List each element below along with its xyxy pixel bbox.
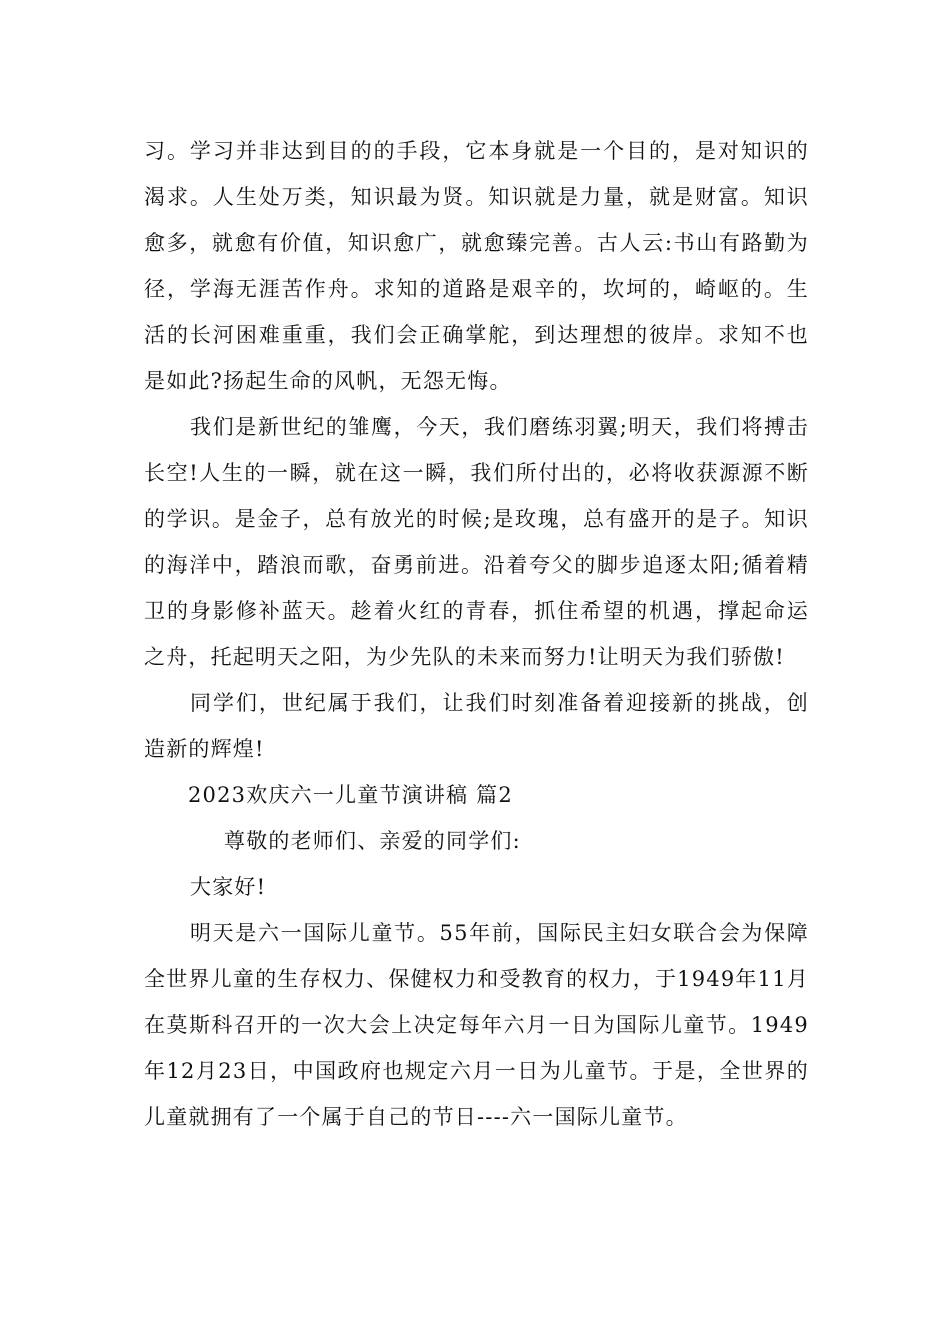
greeting: 大家好! (190, 875, 267, 899)
paragraph-continued: 习。学习并非达到目的的手段，它本身就是一个目的，是对知识的渴求。人生处万类，知识最为贤。知识就是力量，就是财富。知识愈多，就愈有价值，知识愈广，就愈臻完善。古人云:书山有路勤为径，学海无涯苦作舟。求知的道路是艰辛的，坎坷的，崎岖的。生活的长河困难重重，我们会正确掌舵，到达理想的彼岸。求知不也是如此?扬起生命的风帆，无怨无悔。 (144, 139, 809, 393)
paragraph: 明天是六一国际儿童节。55年前，国际民主妇女联合会为保障全世界儿童的生存权力、保健权力和受教育的权力，于1949年11月在莫斯科召开的一次大会上决定每年六月一日为国际儿童节。1949年12月23日，中国政府也规定六月一日为儿童节。于是，全世界的儿童就拥有了一个属于自己的节日----六一国际儿童节。 (144, 921, 809, 1129)
paragraph: 同学们，世纪属于我们，让我们时刻准备着迎接新的挑战，创造新的辉煌! (144, 691, 809, 761)
salutation: 尊敬的老师们、亲爱的同学们: (224, 829, 521, 853)
document-body (144, 128, 809, 1140)
section-heading: 2023欢庆六一儿童节演讲稿 篇2 (188, 783, 513, 807)
paragraph: 我们是新世纪的雏鹰，今天，我们磨练羽翼;明天，我们将搏击长空!人生的一瞬，就在这一瞬，我们所付出的，必将收获源源不断的学识。是金子，总有放光的时候;是玫瑰，总有盛开的是子。知识的海洋中，踏浪而歌，奋勇前进。沿着夸父的脚步追逐太阳;循着精卫的身影修补蓝天。趁着火红的青春，抓住希望的机遇，撑起命运之舟，托起明天之阳，为少先队的未来而努力!让明天为我们骄傲! (144, 415, 809, 669)
